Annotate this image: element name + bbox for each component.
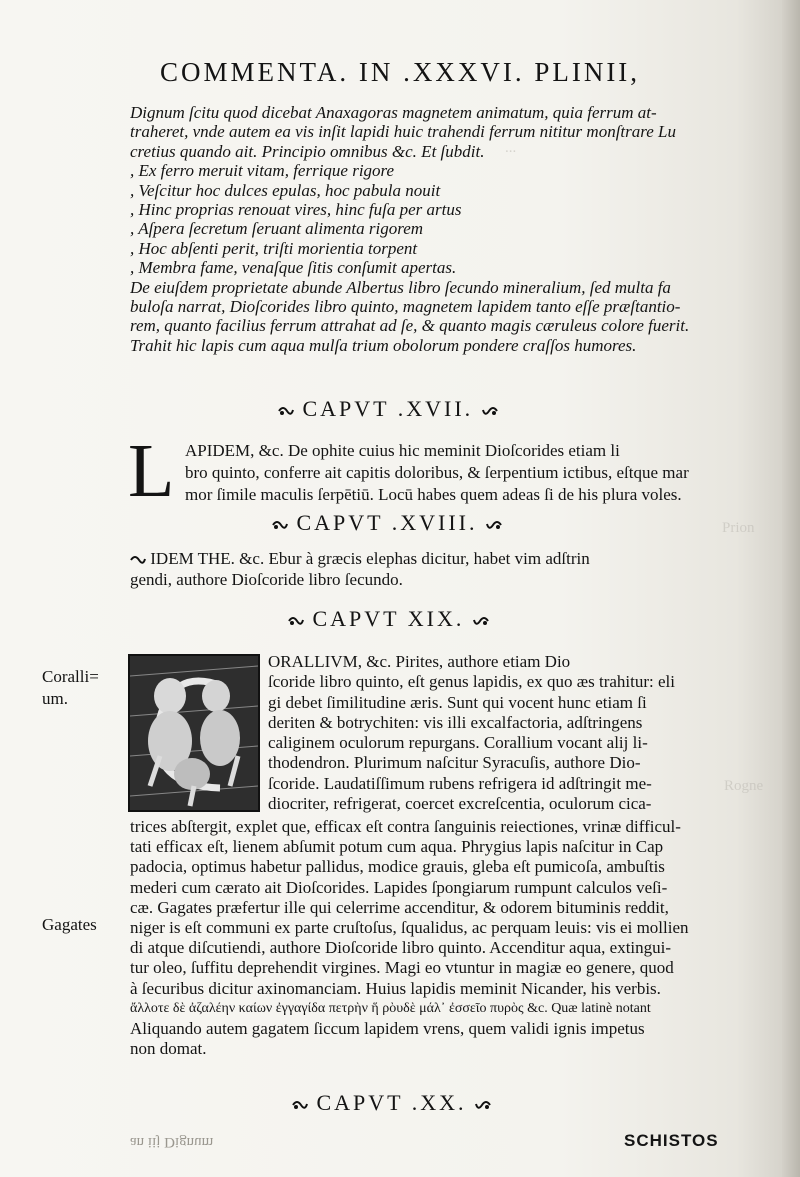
- text-line: caliginem oculorum repurgans. Corallium vocant alij li-: [268, 733, 648, 753]
- text-line: non domat.: [130, 1039, 207, 1059]
- text-line: [130, 548, 735, 569]
- page-edge: [782, 0, 800, 1177]
- verse-line: , Membra fame, venaſque ſitis conſumit apertas.: [130, 258, 457, 278]
- text-line: di atque diſcutiendi, authore Dioſcoride libro quinto. Accenditur aqua, extingui-: [130, 938, 672, 958]
- verse-line: , Veſcitur hoc dulces epulas, hoc pabula nouit: [130, 180, 441, 200]
- chapter-17-text: [185, 440, 735, 506]
- fleuron-icon: [272, 519, 288, 531]
- text-line: Trahit hic lapis cum aqua mulſa trium obolorum pondere craſſos humores.: [130, 335, 637, 355]
- intro-paragraph: [130, 103, 735, 355]
- text-line: tati efficax eſt, lienem abſumit potum cum aqua. Phrygius lapis naſcitur in Cap: [130, 837, 664, 857]
- greek-text-line: ἄλλοτε δὲ ἀζαλέην καίων ἐγγαγίδα πετρὴν ἥ ρὸυδὲ μάλ᾽ ἐσσεῖο πυρὸς &c. Quæ latinè notant: [130, 1000, 651, 1016]
- initial-capital-l: L: [128, 429, 175, 513]
- text-line: cæ. Gagates præfertur ille qui celerrime accenditur, & odorem bituminis reddit,: [130, 897, 669, 917]
- text-line: gi debet ſimilitudine æris. Sunt qui vocent hunc etiam ſi: [268, 692, 647, 712]
- chapter-heading-20: [292, 1090, 491, 1116]
- woodcut-initial-icon: [130, 656, 258, 810]
- text-line: gendi, authore Dioſcoride libro ſecundo.: [130, 570, 403, 589]
- catchword: SCHISTOS: [624, 1131, 719, 1150]
- chapter-19-text: [130, 817, 735, 1059]
- verse-line: , Ex ferro meruit vitam, ferrique rigore: [130, 161, 395, 181]
- text-line: thodendron. Plurimum naſcitur Syracuſis, authore Dio-: [268, 753, 641, 773]
- fleuron-icon: [288, 615, 304, 627]
- decorated-initial-c: [128, 654, 260, 812]
- text-line: padocia, optimus habetur pallidus, modice grauis, gleba eſt pumicoſa, ambuſtis: [130, 857, 665, 877]
- chapter-19-side-text: [268, 652, 738, 814]
- text-line: diocriter, refrigerat, coercet excreſcentia, oculorum cica-: [268, 794, 652, 814]
- margin-note-line: um.: [42, 689, 68, 708]
- verse-line: , Aſpera ſecretum ſeruant alimenta rigorem: [130, 219, 424, 239]
- text-line: rem, quanto facilius ferrum attrahat ad ſe, & quanto magis cæruleus colore fuerit.: [130, 316, 690, 336]
- text-line-content: IDEM THE. &c. Ebur à græcis elephas dicitur, habet vim adſtrin: [150, 549, 590, 568]
- margin-note-gagates: Gagates: [42, 915, 97, 934]
- fleuron-icon: [278, 405, 294, 417]
- fleuron-icon: [486, 519, 502, 531]
- chapter-heading-17: [278, 396, 498, 422]
- chapter-heading-text: CAPVT .XVIII.: [296, 510, 478, 535]
- chapter-heading-18: [272, 510, 502, 536]
- chapter-heading-text: CAPVT .XVII.: [302, 396, 474, 421]
- text-line: buloſa narrat, Dioſcorides libro quinto, magnetem lapidem tanto eſſe præſtantio-: [130, 297, 681, 317]
- bleed-through-text: ... Prion Rogne: [505, 140, 764, 794]
- text-line: mor ſimile maculis ſerpētiū. Locū habes quem adeas ſi de his plura voles.: [185, 485, 682, 504]
- chapter-18-text: [130, 548, 735, 590]
- text-line: ſcoride. Laudatiſſimum rubens refrigera id adſtringit me-: [268, 773, 652, 793]
- text-line: De eiuſdem proprietate abunde Albertus libro ſecundo mineralium, ſed multa fa: [130, 277, 671, 297]
- text-line: Aliquando autem gagatem ſiccum lapidem vrens, quem validi ignis impetus: [130, 1019, 645, 1039]
- margin-note-line: Coralli=: [42, 667, 99, 686]
- text-line: ORALLIVM, &c. Pirites, authore etiam Dio: [268, 652, 571, 671]
- verse-line: , Hinc proprias renouat vires, hinc fuſa per artus: [130, 200, 462, 220]
- text-line: niger is eſt communi ex parte cruſtoſus, ſqualidus, ac perquam leuis: vis ei mollien: [130, 918, 689, 938]
- fleuron-icon: [475, 1099, 491, 1111]
- fleuron-icon: [130, 554, 146, 566]
- chapter-heading-19: [288, 606, 489, 632]
- text-line: traheret, vnde autem ea vis inſit lapidi huic trahendi ferrum nititur monſtrare Lu: [130, 122, 677, 142]
- text-line: bro quinto, conferre ait capitis doloribus, & ſerpentium ictibus, eſtque mar: [185, 463, 689, 482]
- margin-note-corallium: [42, 666, 99, 710]
- text-line: deriten & botrychiten: vis illi excalfactoria, adſtringens: [268, 712, 643, 732]
- text-line: ſcoride libro quinto, eſt genus lapidis, ex quo æs trahitur: eli: [268, 672, 675, 692]
- text-line: à ſecuribus dicitur axinomanciam. Huius lapidis meminit Nicander, his verbis.: [130, 978, 661, 998]
- chapter-heading-text: CAPVT .XX.: [316, 1090, 467, 1115]
- fleuron-icon: [292, 1099, 308, 1111]
- text-line: Dignum ſcitu quod dicebat Anaxagoras magnetem animatum, quia ferrum at-: [130, 103, 657, 122]
- text-line: trices abſtergit, explet que, efficax eſt contra ſanguinis reiectiones, vrinæ difficul-: [130, 817, 681, 836]
- text-line: cretius quando ait. Principio omnibus &c. Et ſubdit.: [130, 141, 485, 161]
- fleuron-icon: [473, 615, 489, 627]
- text-line: APIDEM, &c. De ophite cuius hic meminit Dioſcorides etiam li: [185, 441, 620, 460]
- running-header: COMMENTA. IN .XXXVI. PLINII,: [160, 57, 641, 87]
- chapter-heading-text: CAPVT XIX.: [312, 606, 465, 631]
- text-line: mederi cum cærato ait Dioſcorides. Lapides ſpongiarum rumpunt calculos veſi-: [130, 877, 668, 897]
- fleuron-icon: [482, 405, 498, 417]
- text-line: tur oleo, ſuffitu deprehendit virgines. Magi eo vtuntur in magiæ eo genere, quod: [130, 958, 674, 978]
- mirrored-signature-mark: an iij Dignum: [130, 1134, 214, 1150]
- verse-line: , Hoc abſenti perit, triſti morientia torpent: [130, 238, 418, 258]
